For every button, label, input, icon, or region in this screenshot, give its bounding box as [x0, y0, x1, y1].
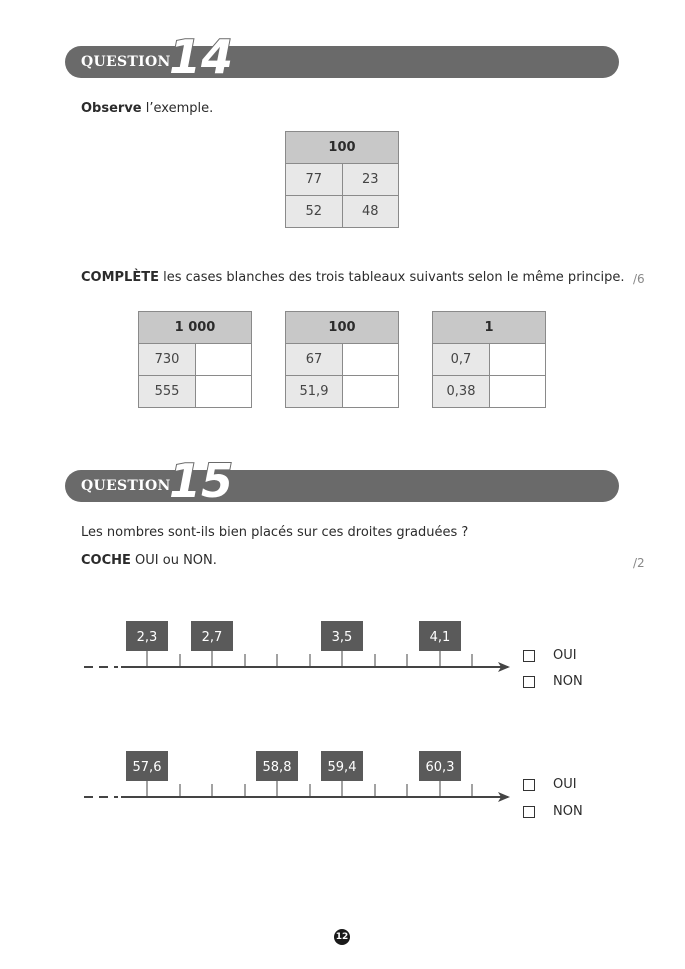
page-number: 12 — [334, 929, 350, 945]
value-label: 57,6 — [132, 760, 162, 775]
checkbox[interactable] — [523, 676, 535, 688]
question-label: QUESTION — [81, 478, 171, 494]
q15-score: /2 — [633, 556, 645, 570]
line-2-yes[interactable] — [523, 777, 577, 792]
checkbox-label: NON — [553, 674, 583, 689]
q14-instruction-bold: Observe — [81, 101, 142, 116]
question-label: QUESTION — [81, 54, 171, 70]
example-cell: 77 — [286, 164, 343, 196]
example-cell: 23 — [342, 164, 399, 196]
number-line-2 — [84, 751, 508, 797]
given-cell: 0,38 — [433, 376, 490, 408]
checkbox[interactable] — [523, 806, 535, 818]
example-cell: 48 — [342, 196, 399, 228]
value-label: 2,7 — [201, 630, 223, 645]
checkbox[interactable] — [523, 650, 535, 662]
given-cell: 555 — [139, 376, 196, 408]
line-1-yes[interactable] — [523, 648, 577, 663]
line-1-no[interactable] — [523, 674, 583, 689]
value-label: 4,1 — [429, 630, 451, 645]
value-label: 3,5 — [331, 630, 353, 645]
value-label: 59,4 — [327, 760, 357, 775]
q14-instruction-rest: l’exemple. — [141, 101, 214, 116]
number-line-1 — [84, 621, 508, 667]
question-number: 14 — [169, 30, 234, 84]
checkbox-label: OUI — [553, 777, 577, 792]
given-cell: 0,7 — [433, 344, 490, 376]
given-cell: 51,9 — [286, 376, 343, 408]
value-label: 2,3 — [136, 630, 158, 645]
q14-task-rest: les cases blanches des trois tableaux suivants selon le même principe. — [158, 270, 625, 285]
table-total: 100 — [286, 312, 399, 344]
table-total: 1 000 — [139, 312, 252, 344]
example-cell: 52 — [286, 196, 343, 228]
checkbox-label: OUI — [553, 648, 577, 663]
given-cell: 730 — [139, 344, 196, 376]
table-total: 1 — [433, 312, 546, 344]
q14-task-bold: COMPLÈTE — [81, 270, 159, 285]
example-total: 100 — [286, 132, 399, 164]
line-2-no[interactable] — [523, 804, 583, 819]
q14-score: /6 — [633, 272, 645, 286]
q15-task-rest: OUI ou NON. — [130, 553, 217, 568]
checkbox[interactable] — [523, 779, 535, 791]
value-label: 60,3 — [425, 760, 455, 775]
value-label: 58,8 — [262, 760, 292, 775]
q15-task-bold: COCHE — [81, 553, 131, 568]
question-number: 15 — [169, 454, 234, 508]
given-cell: 67 — [286, 344, 343, 376]
q15-question: Les nombres sont-ils bien placés sur ces droites graduées ? — [81, 525, 469, 540]
checkbox-label: NON — [553, 804, 583, 819]
